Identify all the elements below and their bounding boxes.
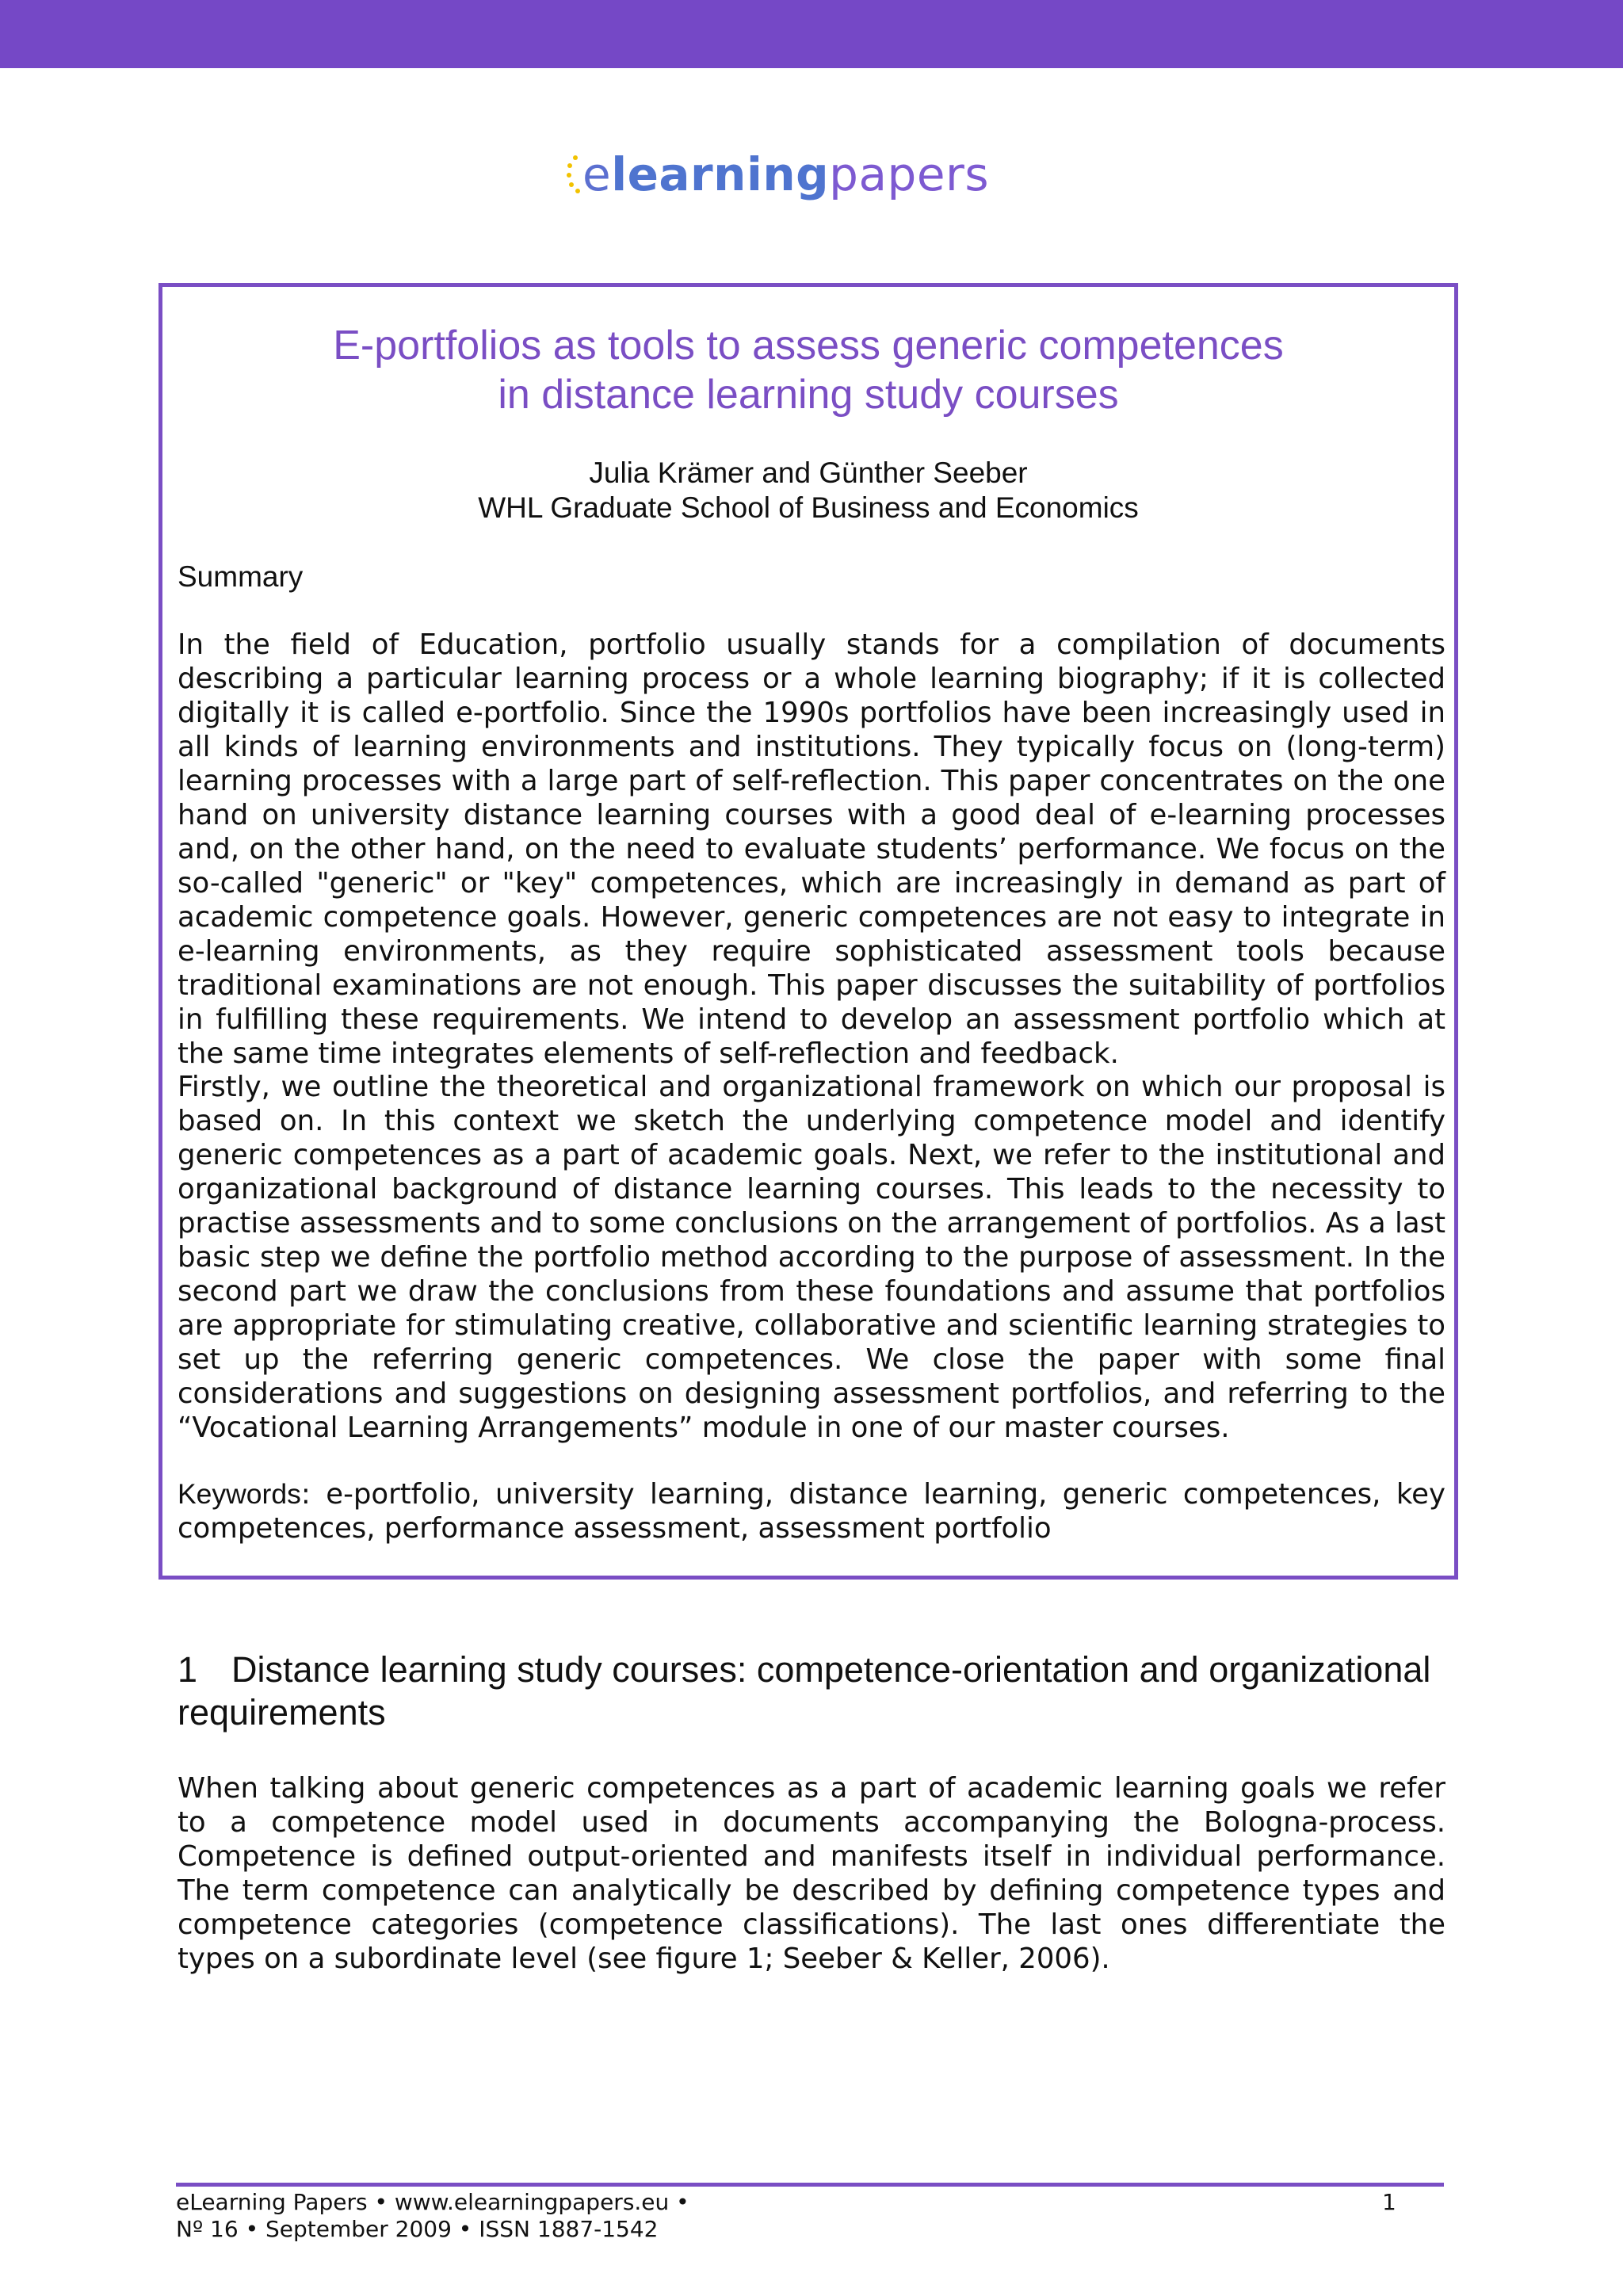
authors: Julia Krämer and Günther Seeber (589, 457, 1028, 489)
summary-paragraph-1: In the field of Education, portfolio usually stands for a compilation of documents describing a particular learning process or a whole learning biography; if it is collected digitally it is called e-portfolio. Since the 1990s portfolios have been increasingly used in all kinds of learning environments and institutions. They typically focus on (long-term) learning processes with a large part of self-reflection. This paper concentrates on the one hand on university distance learning courses with a good deal of e-learning processes and, on the other hand, on the need to evaluate students’ performance. We focus on the so-called "generic" or "key" competences, which are increasingly in demand as part of academic competence goals. However, generic competences are not easy to integrate in e-learning environments, as they require sophisticated assessment tools because traditional examinations are not enough. This paper discusses the suitability of portfolios in fulfilling these requirements. We intend to develop an assessment portfolio which at the same time integrates elements of self-reflection and feedback. (178, 628, 1445, 1070)
summary-paragraph-2: Firstly, we outline the theoretical and organizational framework on which our proposal is based on. In this context we sketch the underlying competence model and identify generic competences as a part of academic goals. Next, we refer to the institutional and organizational background of distance learning courses. This leads to the necessity to practise assessments and to some conclusions on the arrangement of portfolios. As a last basic step we define the portfolio method according to the purpose of assessment. In the second part we draw the conclusions from these foundations and assume that portfolios are appropriate for stimulating creative, collaborative and scientific learning strategies to set up the referring generic competences. We close the paper with some final considerations and suggestions on designing assessment portfolios, and referring to the “Vocational Learning Arrangements” module in one of our master courses. (178, 1071, 1445, 1444)
section-title: Distance learning study courses: competence-orientation and organizational requirements (178, 1649, 1431, 1733)
star-ring-icon (567, 151, 582, 198)
top-banner (0, 0, 1623, 68)
logo-text-papers: papers (829, 147, 990, 201)
page-number: 1 (1382, 2189, 1396, 2215)
paper-title-line-1: E-portfolios as tools to assess generic competences (333, 323, 1284, 369)
affiliation: WHL Graduate School of Business and Economics (478, 491, 1139, 524)
author-block (162, 456, 1454, 525)
section-number: 1 (178, 1649, 198, 1690)
logo-text-learning: learning (611, 147, 830, 201)
elearningpapers-logo (567, 147, 989, 202)
paper-title-line-2: in distance learning study courses (498, 372, 1119, 418)
logo-text-e: e (582, 147, 612, 201)
keywords-label: Keywords (178, 1478, 301, 1510)
footer-divider (176, 2183, 1444, 2187)
summary-heading: Summary (178, 560, 304, 593)
keywords-text: : e-portfolio, university learning, distance learning, generic competences, key competences, performance assessment, assessment portfolio (178, 1478, 1445, 1545)
section-paragraph: When talking about generic competences as a part of academic learning goals we refer to a competence model used in documents accompanying the Bologna-process. Competence is defined output-oriented and manifests itself in individual performance. The term competence can analytically be described by defining competence types and competence categories (competence classifications). The last ones differentiate the types on a subordinate level (see figure 1; Seeber & Keller, 2006). (178, 1772, 1445, 1975)
footer-line-1: eLearning Papers • www.elearningpapers.eu • (176, 2189, 689, 2215)
keywords-paragraph (178, 1477, 1445, 1545)
paper-title (162, 321, 1454, 419)
section-heading (178, 1648, 1445, 1734)
footer-line-2: Nº 16 • September 2009 • ISSN 1887-1542 (176, 2216, 659, 2242)
